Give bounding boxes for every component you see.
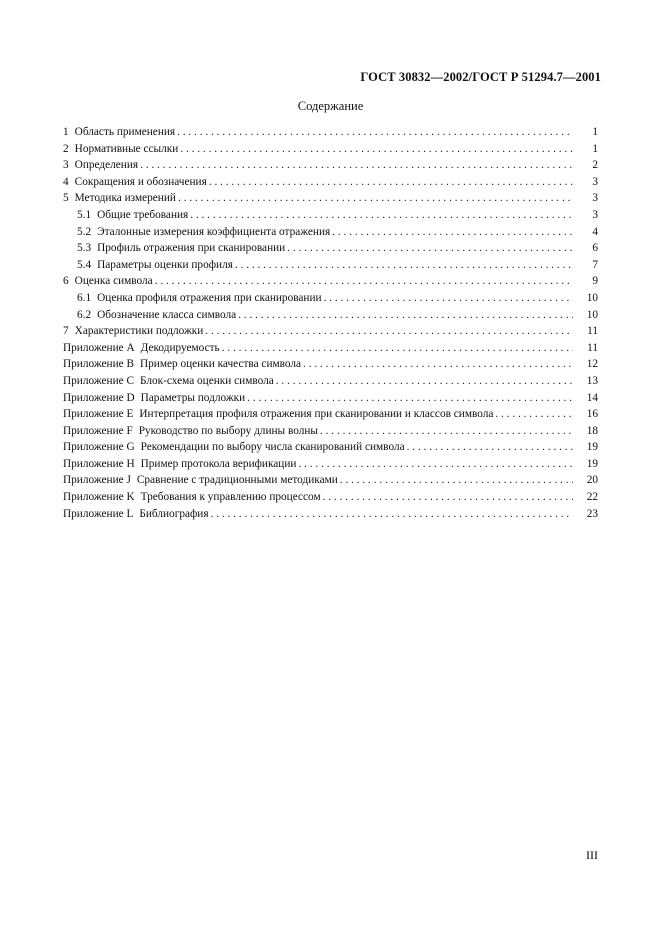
toc-entry-label: Приложение C Блок-схема оценки символа <box>63 373 274 390</box>
leader-dots <box>287 240 573 257</box>
toc-entry-label: Приложение L Библиография <box>63 506 209 523</box>
toc-entry-annex-j <box>63 472 598 489</box>
toc-entry-label: 5.3 Профиль отражения при сканировании <box>77 240 285 257</box>
toc-entry-number: 7 <box>63 325 69 338</box>
toc-entry-page: 11 <box>587 341 598 354</box>
leader-dots <box>190 207 573 224</box>
leader-dots <box>247 390 573 407</box>
toc-entry-number: Приложение E <box>63 408 134 421</box>
toc-title: Содержание <box>297 99 364 113</box>
toc-entry-number: 2 <box>63 142 69 155</box>
toc-entry-page: 6 <box>592 242 598 255</box>
toc-entry-number: 6 <box>63 275 69 288</box>
toc-entry-label: 7 Характеристики подложки <box>63 323 203 340</box>
toc-entry-annex-f <box>63 423 598 440</box>
toc-entry-number: Приложение D <box>63 391 135 404</box>
toc-entry-page: 7 <box>592 258 598 271</box>
toc-entry-number: 5.2 <box>77 225 92 238</box>
toc-entry-number: 3 <box>63 159 69 172</box>
toc-entry-number: 6.2 <box>77 308 92 321</box>
toc-entry-page: 3 <box>592 192 598 205</box>
toc-entry-label: 5 Методика измерений <box>63 190 176 207</box>
leader-dots <box>340 472 573 489</box>
leader-dots <box>324 290 573 307</box>
toc-entry-annex-d <box>63 390 598 407</box>
toc-entry-number: Приложение A <box>63 341 135 354</box>
leader-dots <box>238 307 573 324</box>
toc-entry-number: 6.1 <box>77 291 92 304</box>
toc-entry-page: 4 <box>592 225 598 238</box>
toc-entry-label: 2 Нормативные ссылки <box>63 141 178 158</box>
toc-entry-label: 5.4 Параметры оценки профиля <box>77 257 233 274</box>
leader-dots <box>320 423 573 440</box>
toc-entry-number: Приложение G <box>63 441 135 454</box>
leader-dots <box>495 406 573 423</box>
toc-entry-number: 5.1 <box>77 208 92 221</box>
toc-entry-page: 3 <box>592 208 598 221</box>
toc-entry-number: 5.3 <box>77 242 92 255</box>
leader-dots <box>276 373 573 390</box>
toc-entry-5-4 <box>63 257 598 274</box>
toc-entry-3 <box>63 157 598 174</box>
toc-entry-number: Приложение B <box>63 358 134 371</box>
toc-entry-page: 2 <box>592 159 598 172</box>
toc-entry-6-2 <box>63 307 598 324</box>
leader-dots <box>303 356 573 373</box>
leader-dots <box>222 340 573 357</box>
toc-entry-annex-b <box>63 356 598 373</box>
leader-dots <box>332 224 573 241</box>
toc-entry-5 <box>63 190 598 207</box>
document-header: ГОСТ 30832—2002/ГОСТ Р 51294.7—2001 <box>360 70 601 84</box>
toc-entry-page: 23 <box>586 507 598 520</box>
toc-entry-annex-a <box>63 340 598 357</box>
leader-dots <box>178 190 573 207</box>
toc-entry-annex-g <box>63 439 598 456</box>
toc-entry-page: 19 <box>586 457 598 470</box>
leader-dots <box>209 174 573 191</box>
leader-dots <box>235 257 573 274</box>
leader-dots <box>140 157 573 174</box>
toc-entry-5-1 <box>63 207 598 224</box>
toc-entry-annex-h <box>63 456 598 473</box>
leader-dots <box>407 439 573 456</box>
leader-dots <box>205 323 573 340</box>
toc-entry-label: Приложение G Рекомендации по выбору числа сканирований символа <box>63 439 405 456</box>
toc-entry-page: 12 <box>586 358 598 371</box>
leader-dots <box>298 456 573 473</box>
toc-entry-page: 10 <box>586 308 598 321</box>
toc-entry-label: 4 Сокращения и обозначения <box>63 174 207 191</box>
toc-entry-page: 14 <box>586 391 598 404</box>
toc-entry-number: 5 <box>63 192 69 205</box>
toc-entry-page: 10 <box>586 291 598 304</box>
toc-entry-6 <box>63 273 598 290</box>
toc-entry-number: Приложение F <box>63 424 133 437</box>
toc-entry-label: Приложение J Сравнение с традиционными методиками <box>63 472 338 489</box>
toc-entry-1 <box>63 124 598 141</box>
toc-entry-5-2 <box>63 224 598 241</box>
toc-entry-4 <box>63 174 598 191</box>
toc-entry-number: Приложение C <box>63 374 134 387</box>
leader-dots <box>323 489 573 506</box>
leader-dots <box>177 124 573 141</box>
leader-dots <box>155 273 573 290</box>
toc-entry-label: Приложение D Параметры подложки <box>63 390 245 407</box>
toc-entry-2 <box>63 141 598 158</box>
toc-entry-page: 3 <box>592 175 598 188</box>
toc-entry-label: Приложение F Руководство по выбору длины волны <box>63 423 318 440</box>
table-of-contents <box>63 124 598 522</box>
toc-entry-number: Приложение L <box>63 507 134 520</box>
leader-dots <box>211 506 573 523</box>
toc-entry-page: 18 <box>586 424 598 437</box>
toc-entry-page: 20 <box>586 474 598 487</box>
toc-entry-label: 1 Область применения <box>63 124 175 141</box>
toc-entry-number: Приложение K <box>63 491 135 504</box>
toc-entry-label: Приложение E Интерпретация профиля отражения при сканировании и классов символа <box>63 406 493 423</box>
toc-entry-label: 6 Оценка символа <box>63 273 153 290</box>
toc-entry-annex-l <box>63 506 598 523</box>
toc-entry-7 <box>63 323 598 340</box>
toc-entry-label: Приложение B Пример оценки качества символа <box>63 356 301 373</box>
toc-entry-label: 5.2 Эталонные измерения коэффициента отражения <box>77 224 330 241</box>
toc-entry-number: Приложение H <box>63 457 135 470</box>
toc-entry-label: Приложение K Требования к управлению процессом <box>63 489 321 506</box>
toc-entry-label: Приложение H Пример протокола верификации <box>63 456 296 473</box>
page-number: III <box>586 848 598 862</box>
toc-entry-page: 19 <box>586 441 598 454</box>
toc-entry-page: 22 <box>586 491 598 504</box>
toc-entry-6-1 <box>63 290 598 307</box>
toc-entry-label: 3 Определения <box>63 157 138 174</box>
leader-dots <box>180 141 573 158</box>
toc-entry-number: 4 <box>63 175 69 188</box>
toc-entry-page: 13 <box>586 374 598 387</box>
toc-entry-number: Приложение J <box>63 474 131 487</box>
toc-entry-page: 16 <box>586 408 598 421</box>
toc-entry-page: 1 <box>592 126 598 138</box>
toc-entry-annex-e <box>63 406 598 423</box>
toc-entry-label: 5.1 Общие требования <box>77 207 188 224</box>
toc-entry-5-3 <box>63 240 598 257</box>
toc-entry-label: Приложение A Декодируемость <box>63 340 220 357</box>
toc-entry-label: 6.2 Обозначение класса символа <box>77 307 236 324</box>
toc-entry-number: 1 <box>63 126 69 138</box>
toc-entry-page: 11 <box>587 325 598 338</box>
toc-entry-page: 1 <box>592 142 598 155</box>
toc-entry-page: 9 <box>592 275 598 288</box>
toc-entry-annex-k <box>63 489 598 506</box>
toc-entry-annex-c <box>63 373 598 390</box>
toc-entry-number: 5.4 <box>77 258 92 271</box>
toc-entry-label: 6.1 Оценка профиля отражения при сканировании <box>77 290 322 307</box>
